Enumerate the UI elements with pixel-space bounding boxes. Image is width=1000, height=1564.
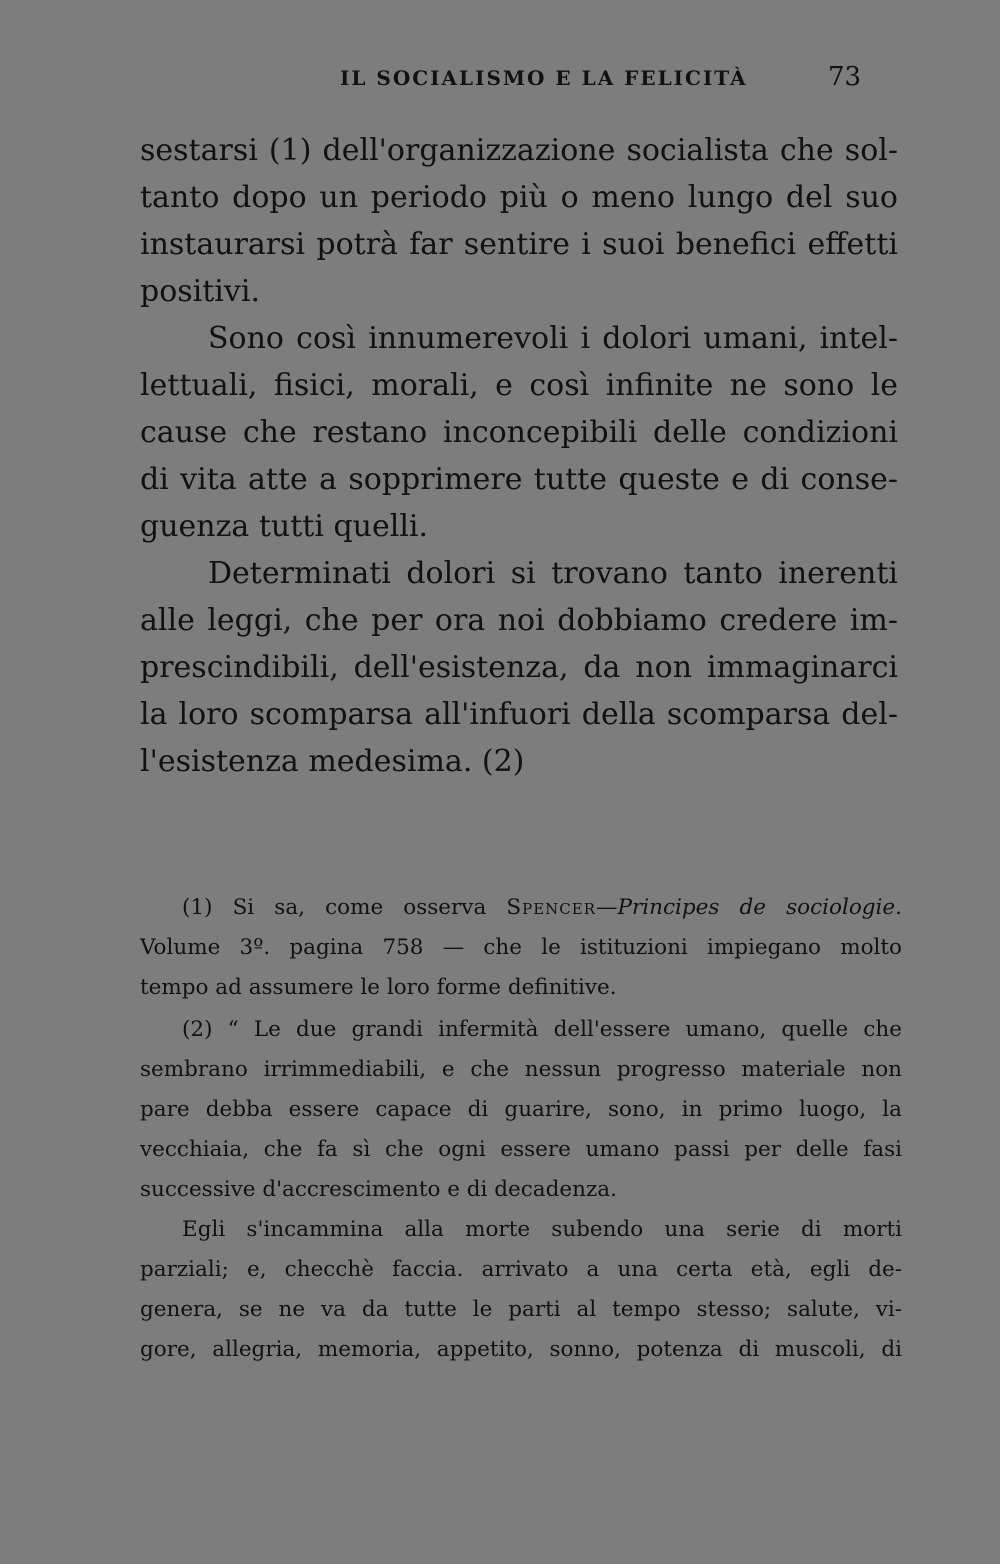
- footnote-1-prefix: (1) Si sa, come osserva: [182, 895, 507, 920]
- footnote-1-dash: —: [596, 895, 618, 920]
- page-number: 73: [828, 62, 862, 92]
- text-line: cause che restano inconcepibili delle condizioni: [140, 415, 898, 450]
- footnote-1-work: Principes de sociologie.: [617, 895, 902, 920]
- text-line: tanto dopo un periodo più o meno lungo del suo: [140, 180, 898, 215]
- footnote-2-line: (2) “ Le due grandi infermità dell'essere umano, quelle che: [182, 1017, 902, 1042]
- text-line: sestarsi (1) dell'organizzazione socialista che sol-: [140, 133, 898, 168]
- running-title: IL SOCIALISMO E LA FELICITÀ: [340, 66, 748, 90]
- text-line: di vita atte a sopprimere tutte queste e di conse-: [140, 462, 898, 497]
- footnote-1-line: Volume 3º. pagina 758 — che le istituzioni impiegano molto: [140, 935, 902, 960]
- text-line: lettuali, fisici, morali, e così infinite ne sono le: [140, 368, 898, 403]
- footnote-2-line: genera, se ne va da tutte le parti al tempo stesso; salute, vi-: [140, 1297, 902, 1322]
- footnote-2-paragraph-line: Egli s'incammina alla morte subendo una serie di morti: [182, 1217, 902, 1242]
- footnote-1-line: [182, 888, 902, 928]
- text-line: positivi.: [140, 274, 260, 309]
- footnote-1-line: tempo ad assumere le loro forme definitive.: [140, 975, 617, 1000]
- text-line: instaurarsi potrà far sentire i suoi benefici effetti: [140, 227, 898, 262]
- paragraph-first-line: Sono così innumerevoli i dolori umani, intel-: [208, 321, 898, 356]
- text-line: alle leggi, che per ora noi dobbiamo credere im-: [140, 603, 898, 638]
- footnote-1-author: Spencer: [506, 895, 597, 920]
- footnote-2-line: gore, allegria, memoria, appetito, sonno, potenza di muscoli, di: [140, 1337, 902, 1362]
- text-line: prescindibili, dell'esistenza, da non immaginarci: [140, 650, 898, 685]
- page-header: [300, 62, 870, 96]
- footnote-2-line: pare debba essere capace di guarire, sono, in primo luogo, la: [140, 1097, 902, 1122]
- paragraph-first-line: Determinati dolori si trovano tanto inerenti: [208, 556, 898, 591]
- footnote-2-line: vecchiaia, che fa sì che ogni essere umano passi per delle fasi: [140, 1137, 902, 1162]
- footnote-2-line: successive d'accrescimento e di decadenza.: [140, 1177, 617, 1202]
- footnote-2-line: parziali; e, checchè faccia. arrivato a una certa età, egli de-: [140, 1257, 902, 1282]
- footnote-2-line: sembrano irrimmediabili, e che nessun progresso materiale non: [140, 1057, 902, 1082]
- text-line: guenza tutti quelli.: [140, 509, 429, 544]
- text-line: l'esistenza medesima. (2): [140, 744, 525, 779]
- text-line: la loro scomparsa all'infuori della scomparsa del-: [140, 697, 898, 732]
